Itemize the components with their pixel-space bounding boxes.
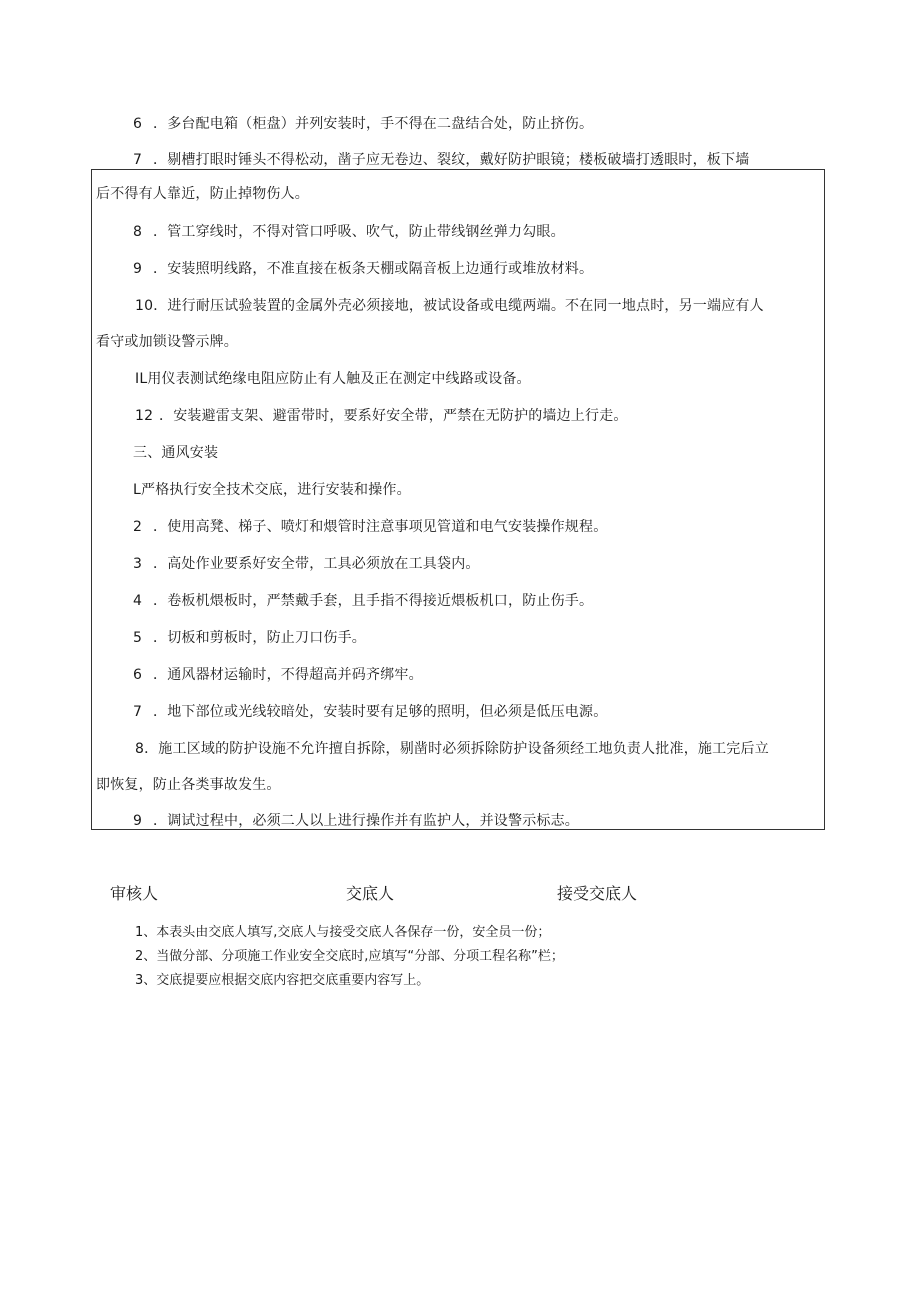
vent-item-6: [133, 666, 423, 684]
item-number: L: [133, 482, 141, 498]
item-12: [135, 407, 628, 425]
item-text: ．切板和剪板时，防止刀口伤手。: [153, 630, 366, 646]
item-number: 4: [133, 593, 143, 609]
vent-item-7: [133, 703, 607, 721]
item-text: 用仪表测试绝缘电阻应防止有人触及正在测定中线路或设备。: [147, 371, 531, 387]
item-8: [133, 223, 565, 241]
item-text: ．剔槽打眼时锤头不得松动，凿子应无卷边、裂纹，戴好防护眼镜；楼板破墙打透眼时，板下墙: [153, 152, 750, 168]
item-6: [133, 115, 593, 133]
receiver-label: 接受交底人: [557, 884, 638, 903]
item-number: 5: [133, 630, 143, 646]
item-number: 6: [133, 667, 143, 683]
item-text: ．卷板机煨板时，严禁戴手套，且手指不得接近煨板机口，防止伤手。: [153, 593, 594, 609]
vent-item-8-continued: 即恢复，防止各类事故发生。: [96, 777, 281, 793]
item-text: ．多台配电箱（柜盘）并列安装时，手不得在二盘结合处，防止挤伤。: [153, 116, 594, 132]
item-number: 7: [133, 152, 143, 168]
item-number: 2: [133, 519, 143, 535]
item-7-continued: 后不得有人靠近，防止掉物伤人。: [96, 186, 309, 202]
item-text: ．管工穿线时，不得对管口呼吸、吹气，防止带线钢丝弹力勾眼。: [153, 224, 565, 240]
presenter-label: 交底人: [346, 884, 395, 903]
note-2: 2、当做分部、分项施工作业安全交底时,应填写“分部、分项工程名称”栏；: [135, 949, 564, 964]
vent-item-2: [133, 518, 607, 536]
item-text: ．使用高凳、梯子、喷灯和煨管时注意事项见管道和电气安装操作规程。: [153, 519, 608, 535]
item-10-continued: 看守或加锁设警示牌。: [96, 334, 238, 350]
section-title-ventilation: 三、通风安装: [133, 445, 219, 461]
note-1: 1、本表头由交底人填写,交底人与接受交底人各保存一份，安全员一份；: [135, 925, 551, 940]
item-text: ．地下部位或光线较暗处，安装时要有足够的照明，但必须是低压电源。: [153, 704, 608, 720]
vent-item-3: [133, 555, 480, 573]
item-11: [135, 370, 531, 388]
item-number: 10: [135, 298, 154, 314]
note-3: 3、交底提要应根据交底内容把交底重要内容写上。: [135, 973, 430, 988]
item-7: [133, 151, 749, 169]
item-text: ．高处作业要系好安全带，工具必须放在工具袋内。: [153, 556, 480, 572]
item-text: ．调试过程中，必须二人以上进行操作并有监护人，并设警示标志。: [153, 813, 579, 829]
item-text: ．通风器材运输时，不得超高并码齐绑牢。: [153, 667, 423, 683]
item-number: 8: [133, 224, 143, 240]
item-text: ．施工区域的防护设施不允许擅自拆除，剔凿时必须拆除防护设备须经工地负责人批准，施工完后立: [144, 741, 769, 757]
vent-item-4: [133, 592, 593, 610]
vent-item-1: [133, 481, 411, 499]
item-number: 9: [133, 813, 143, 829]
item-text: ．安装避雷支架、避雷带时，要系好安全带，严禁在无防护的墙边上行走。: [159, 408, 628, 424]
vent-item-9: [133, 812, 579, 830]
item-9: [133, 260, 593, 278]
item-number: 3: [133, 556, 143, 572]
reviewer-label: 审核人: [110, 884, 159, 903]
item-number: 7: [133, 704, 143, 720]
item-number: 8: [135, 741, 145, 757]
item-number: IL: [135, 371, 148, 387]
vent-item-8: [135, 740, 769, 758]
item-number: 6: [133, 116, 143, 132]
item-text: ．进行耐压试验装置的金属外壳必须接地，被试设备或电缆两端。不在同一地点时，另一端应有人: [153, 298, 764, 314]
item-number: 12: [135, 408, 154, 424]
vent-item-5: [133, 629, 366, 647]
item-text: 严格执行安全技术交底，进行安装和操作。: [141, 482, 411, 498]
item-number: 9: [133, 261, 143, 277]
item-10: [135, 297, 764, 315]
item-text: ．安装照明线路，不准直接在板条天棚或隔音板上边通行或堆放材料。: [153, 261, 594, 277]
